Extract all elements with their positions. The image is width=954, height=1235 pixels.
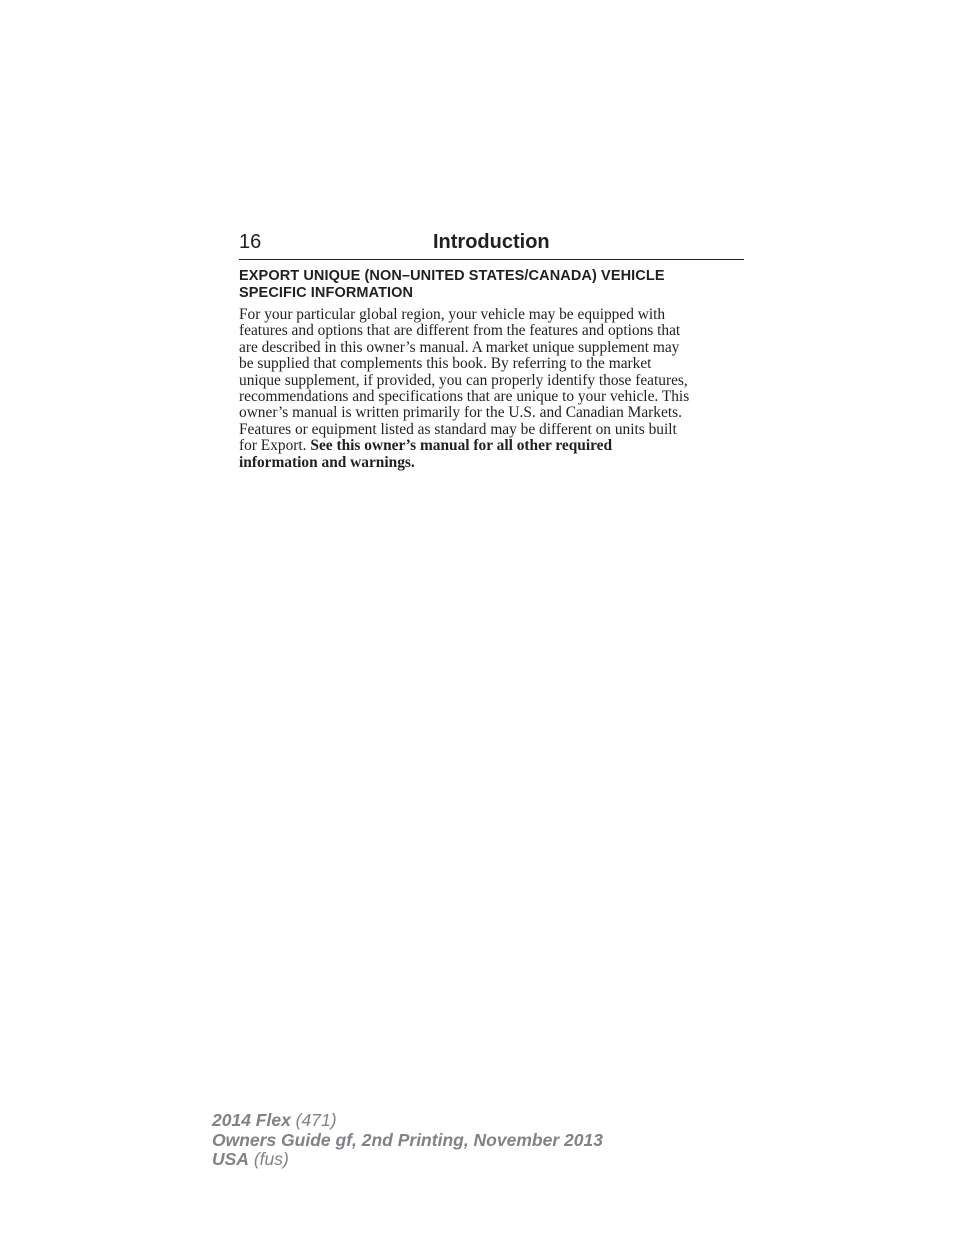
section-heading-line: EXPORT UNIQUE (NON–UNITED STATES/CANADA) VEHICLE <box>239 268 665 284</box>
body-line-plain: for Export. <box>239 437 311 455</box>
body-line-bold: See this owner’s manual for all other required <box>310 437 613 455</box>
body-line <box>239 455 744 471</box>
footer-model-code: (471) <box>290 1110 337 1130</box>
body-line-bold: information and warnings. <box>239 453 415 471</box>
body-line: recommendations and specifications that are unique to your vehicle. This <box>239 388 690 406</box>
body-line: are described in this owner’s manual. A market unique supplement may <box>239 338 680 356</box>
body-line: For your particular global region, your vehicle may be equipped with <box>239 306 666 323</box>
chapter-title: Introduction <box>433 231 550 253</box>
section-heading-line: SPECIFIC INFORMATION <box>239 284 414 301</box>
footer-guide-info: Owners Guide gf, 2nd Printing, November 2013 <box>212 1129 603 1150</box>
body-line: be supplied that complements this book. By referring to the market <box>239 355 652 373</box>
body-line: Features or equipment listed as standard may be different on units built <box>239 420 677 438</box>
footer-market-code: (fus) <box>248 1149 289 1169</box>
section-heading <box>239 268 744 301</box>
body-paragraph <box>239 307 744 471</box>
page-number: 16 <box>239 231 262 253</box>
page-footer <box>212 1111 603 1170</box>
page-header <box>239 228 744 260</box>
body-line: owner’s manual is written primarily for the U.S. and Canadian Markets. <box>239 404 682 422</box>
footer-market: USA <box>212 1149 249 1169</box>
body-line: unique supplement, if provided, you can properly identify those features, <box>239 371 688 389</box>
body-line <box>239 438 744 454</box>
footer-model-line <box>212 1111 603 1131</box>
body-line: features and options that are different from the features and options that <box>239 322 681 340</box>
footer-model: 2014 Flex <box>212 1110 291 1130</box>
footer-market-line <box>212 1150 603 1170</box>
